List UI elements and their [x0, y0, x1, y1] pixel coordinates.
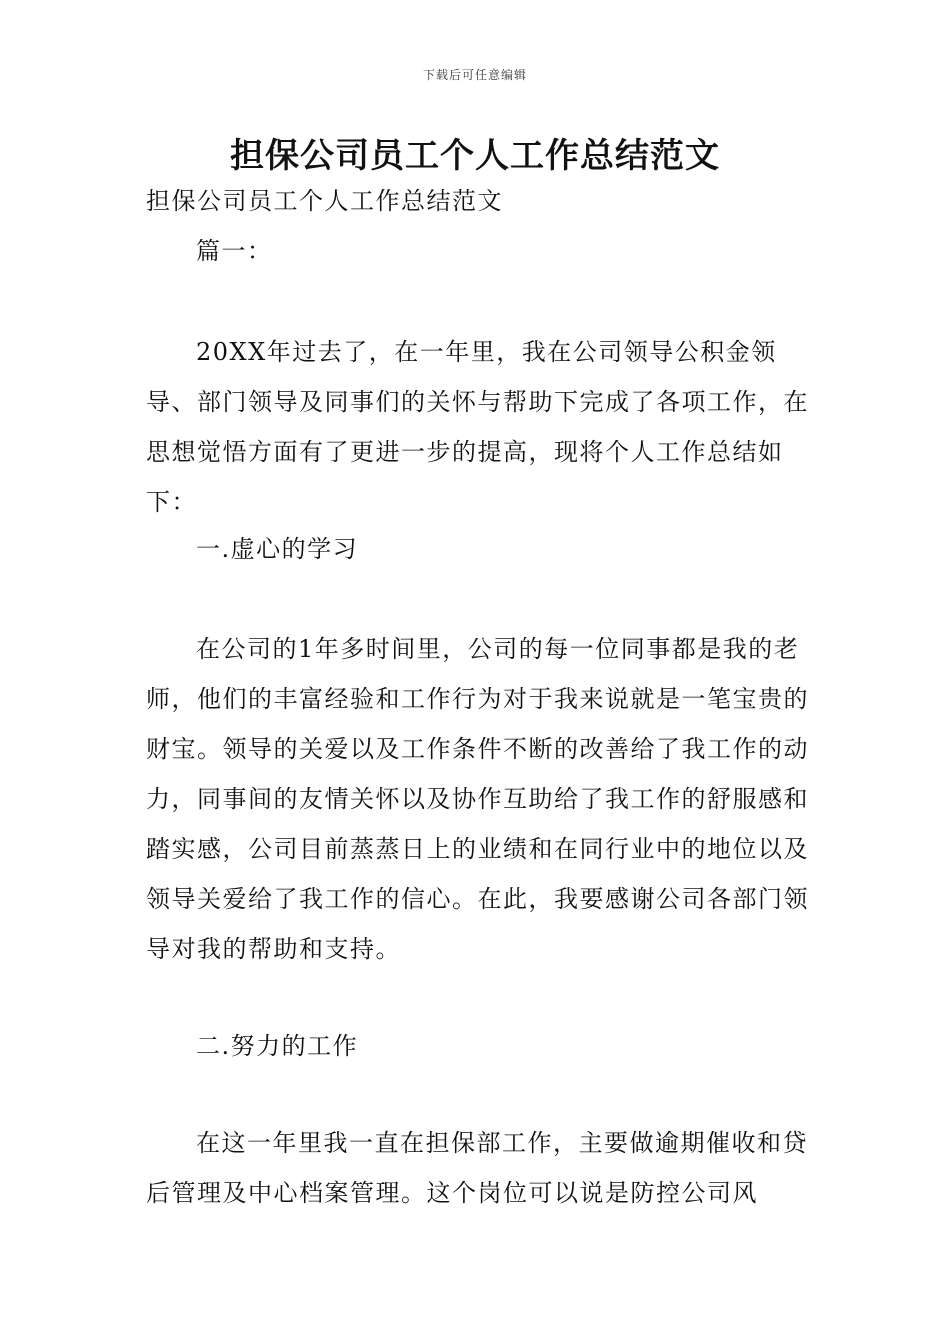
section-heading-learning: 一.虚心的学习 — [196, 535, 359, 563]
section-paragraph-learning: 在公司的1年多时间里，公司的每一位同事都是我的老师，他们的丰富经验和工作行为对于我来说就是一笔宝贵的财宝。领导的关爱以及工作条件不断的改善给了我工作的动力，同事间的友情关怀以及协作互助给了我工作的舒服感和踏实感，公司目前蒸蒸日上的业绩和在同行业中的地位以及领导关爱给了我工作的信心。在此，我要感谢公司各部门领导对我的帮助和支持。 — [146, 635, 809, 963]
section-heading-work: 二.努力的工作 — [196, 1032, 359, 1060]
section-paragraph-work: 在这一年里我一直在担保部工作，主要做逾期催收和贷后管理及中心档案管理。这个岗位可以说是防控公司风 — [146, 1129, 808, 1207]
document-subtitle: 担保公司员工个人工作总结范文 — [146, 187, 503, 215]
intro-paragraph: 20XX年过去了，在一年里，我在公司领导公积金领导、部门领导及同事们的关怀与帮助下完成了各项工作，在思想觉悟方面有了更进一步的提高，现将个人工作总结如下： — [146, 338, 809, 516]
document-title: 担保公司员工个人工作总结范文 — [230, 136, 720, 176]
header-note: 下载后可任意编辑 — [422, 68, 527, 82]
part-label: 篇一： — [196, 237, 273, 265]
